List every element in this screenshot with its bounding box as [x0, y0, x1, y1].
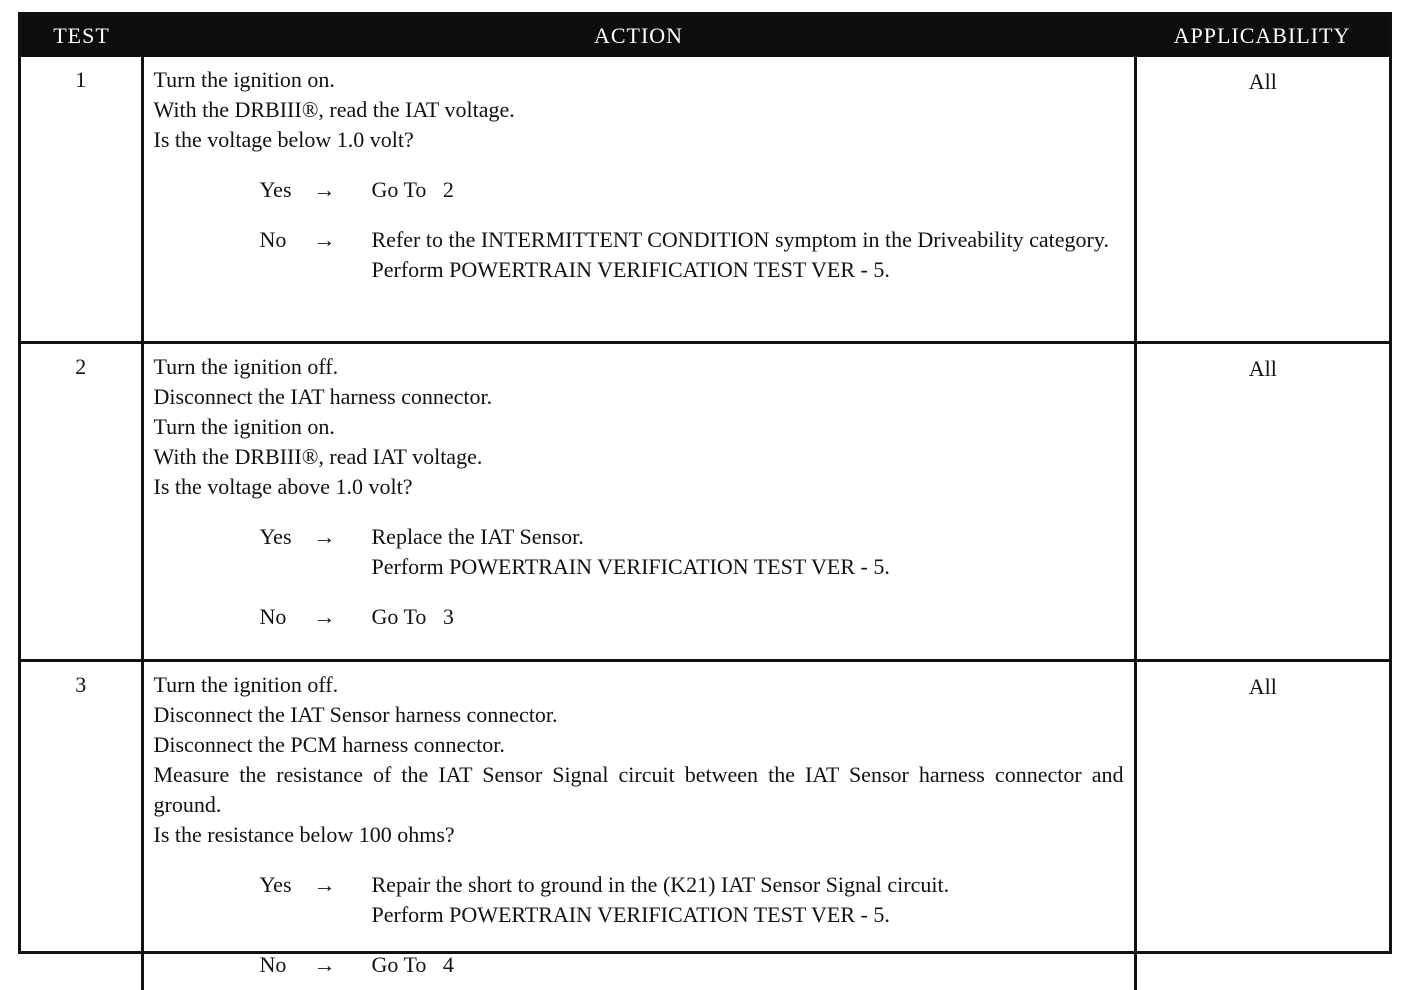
yes-outcome — [260, 175, 1124, 205]
no-label: No — [260, 602, 314, 632]
no-label: No — [260, 225, 314, 285]
table-row — [21, 661, 1389, 990]
test-number: 3 — [21, 661, 142, 990]
header-action: ACTION — [142, 15, 1135, 57]
arrow-icon: → — [314, 602, 372, 632]
test-number: 2 — [21, 343, 142, 661]
action-step: With the DRBIII®, read IAT voltage. — [154, 442, 1124, 472]
arrow-icon: → — [314, 870, 372, 930]
action-cell — [142, 661, 1135, 990]
header-test: TEST — [21, 15, 142, 57]
result-line: Go To 3 — [372, 602, 1124, 632]
table-header-row — [21, 15, 1389, 57]
no-label: No — [260, 950, 314, 980]
result-line: Go To 2 — [372, 175, 1124, 205]
action-step: Measure the resistance of the IAT Sensor Signal circuit between the IAT Sensor harness connector and ground. — [154, 760, 1124, 820]
yes-label: Yes — [260, 522, 314, 582]
action-cell — [142, 343, 1135, 661]
table-row — [21, 57, 1389, 343]
result-line: Refer to the INTERMITTENT CONDITION symptom in the Driveability category. — [372, 225, 1124, 255]
action-step: Is the voltage above 1.0 volt? — [154, 472, 1124, 502]
arrow-icon: → — [314, 950, 372, 980]
test-number: 1 — [21, 57, 142, 343]
diagnostic-test-table — [18, 12, 1392, 954]
action-cell — [142, 57, 1135, 343]
action-step: Turn the ignition on. — [154, 65, 1124, 95]
yes-outcome — [260, 522, 1124, 582]
yes-result — [372, 870, 1124, 930]
result-line: Replace the IAT Sensor. — [372, 522, 1124, 552]
result-line: Perform POWERTRAIN VERIFICATION TEST VER - 5. — [372, 255, 1124, 285]
yes-label: Yes — [260, 175, 314, 205]
yes-result — [372, 522, 1124, 582]
action-step: Turn the ignition on. — [154, 412, 1124, 442]
table-row — [21, 343, 1389, 661]
action-step: With the DRBIII®, read the IAT voltage. — [154, 95, 1124, 125]
test-table — [21, 15, 1389, 990]
no-result — [372, 950, 1124, 980]
arrow-icon: → — [314, 225, 372, 285]
action-step: Disconnect the IAT Sensor harness connector. — [154, 700, 1124, 730]
arrow-icon: → — [314, 522, 372, 582]
no-outcome — [260, 225, 1124, 285]
result-line: Perform POWERTRAIN VERIFICATION TEST VER - 5. — [372, 552, 1124, 582]
no-result — [372, 225, 1124, 285]
action-step: Disconnect the IAT harness connector. — [154, 382, 1124, 412]
yes-outcome — [260, 870, 1124, 930]
action-step: Is the resistance below 100 ohms? — [154, 820, 1124, 850]
header-applicability: APPLICABILITY — [1135, 15, 1389, 57]
action-step: Turn the ignition off. — [154, 670, 1124, 700]
yes-result — [372, 175, 1124, 205]
no-outcome — [260, 602, 1124, 632]
result-line: Perform POWERTRAIN VERIFICATION TEST VER - 5. — [372, 900, 1124, 930]
no-result — [372, 602, 1124, 632]
yes-label: Yes — [260, 870, 314, 930]
no-outcome — [260, 950, 1124, 980]
applicability-cell: All — [1135, 661, 1389, 990]
applicability-cell: All — [1135, 57, 1389, 343]
applicability-cell: All — [1135, 343, 1389, 661]
result-line: Repair the short to ground in the (K21) IAT Sensor Signal circuit. — [372, 870, 1124, 900]
result-line: Go To 4 — [372, 950, 1124, 980]
action-step: Disconnect the PCM harness connector. — [154, 730, 1124, 760]
action-step: Turn the ignition off. — [154, 352, 1124, 382]
action-step: Is the voltage below 1.0 volt? — [154, 125, 1124, 155]
arrow-icon: → — [314, 175, 372, 205]
